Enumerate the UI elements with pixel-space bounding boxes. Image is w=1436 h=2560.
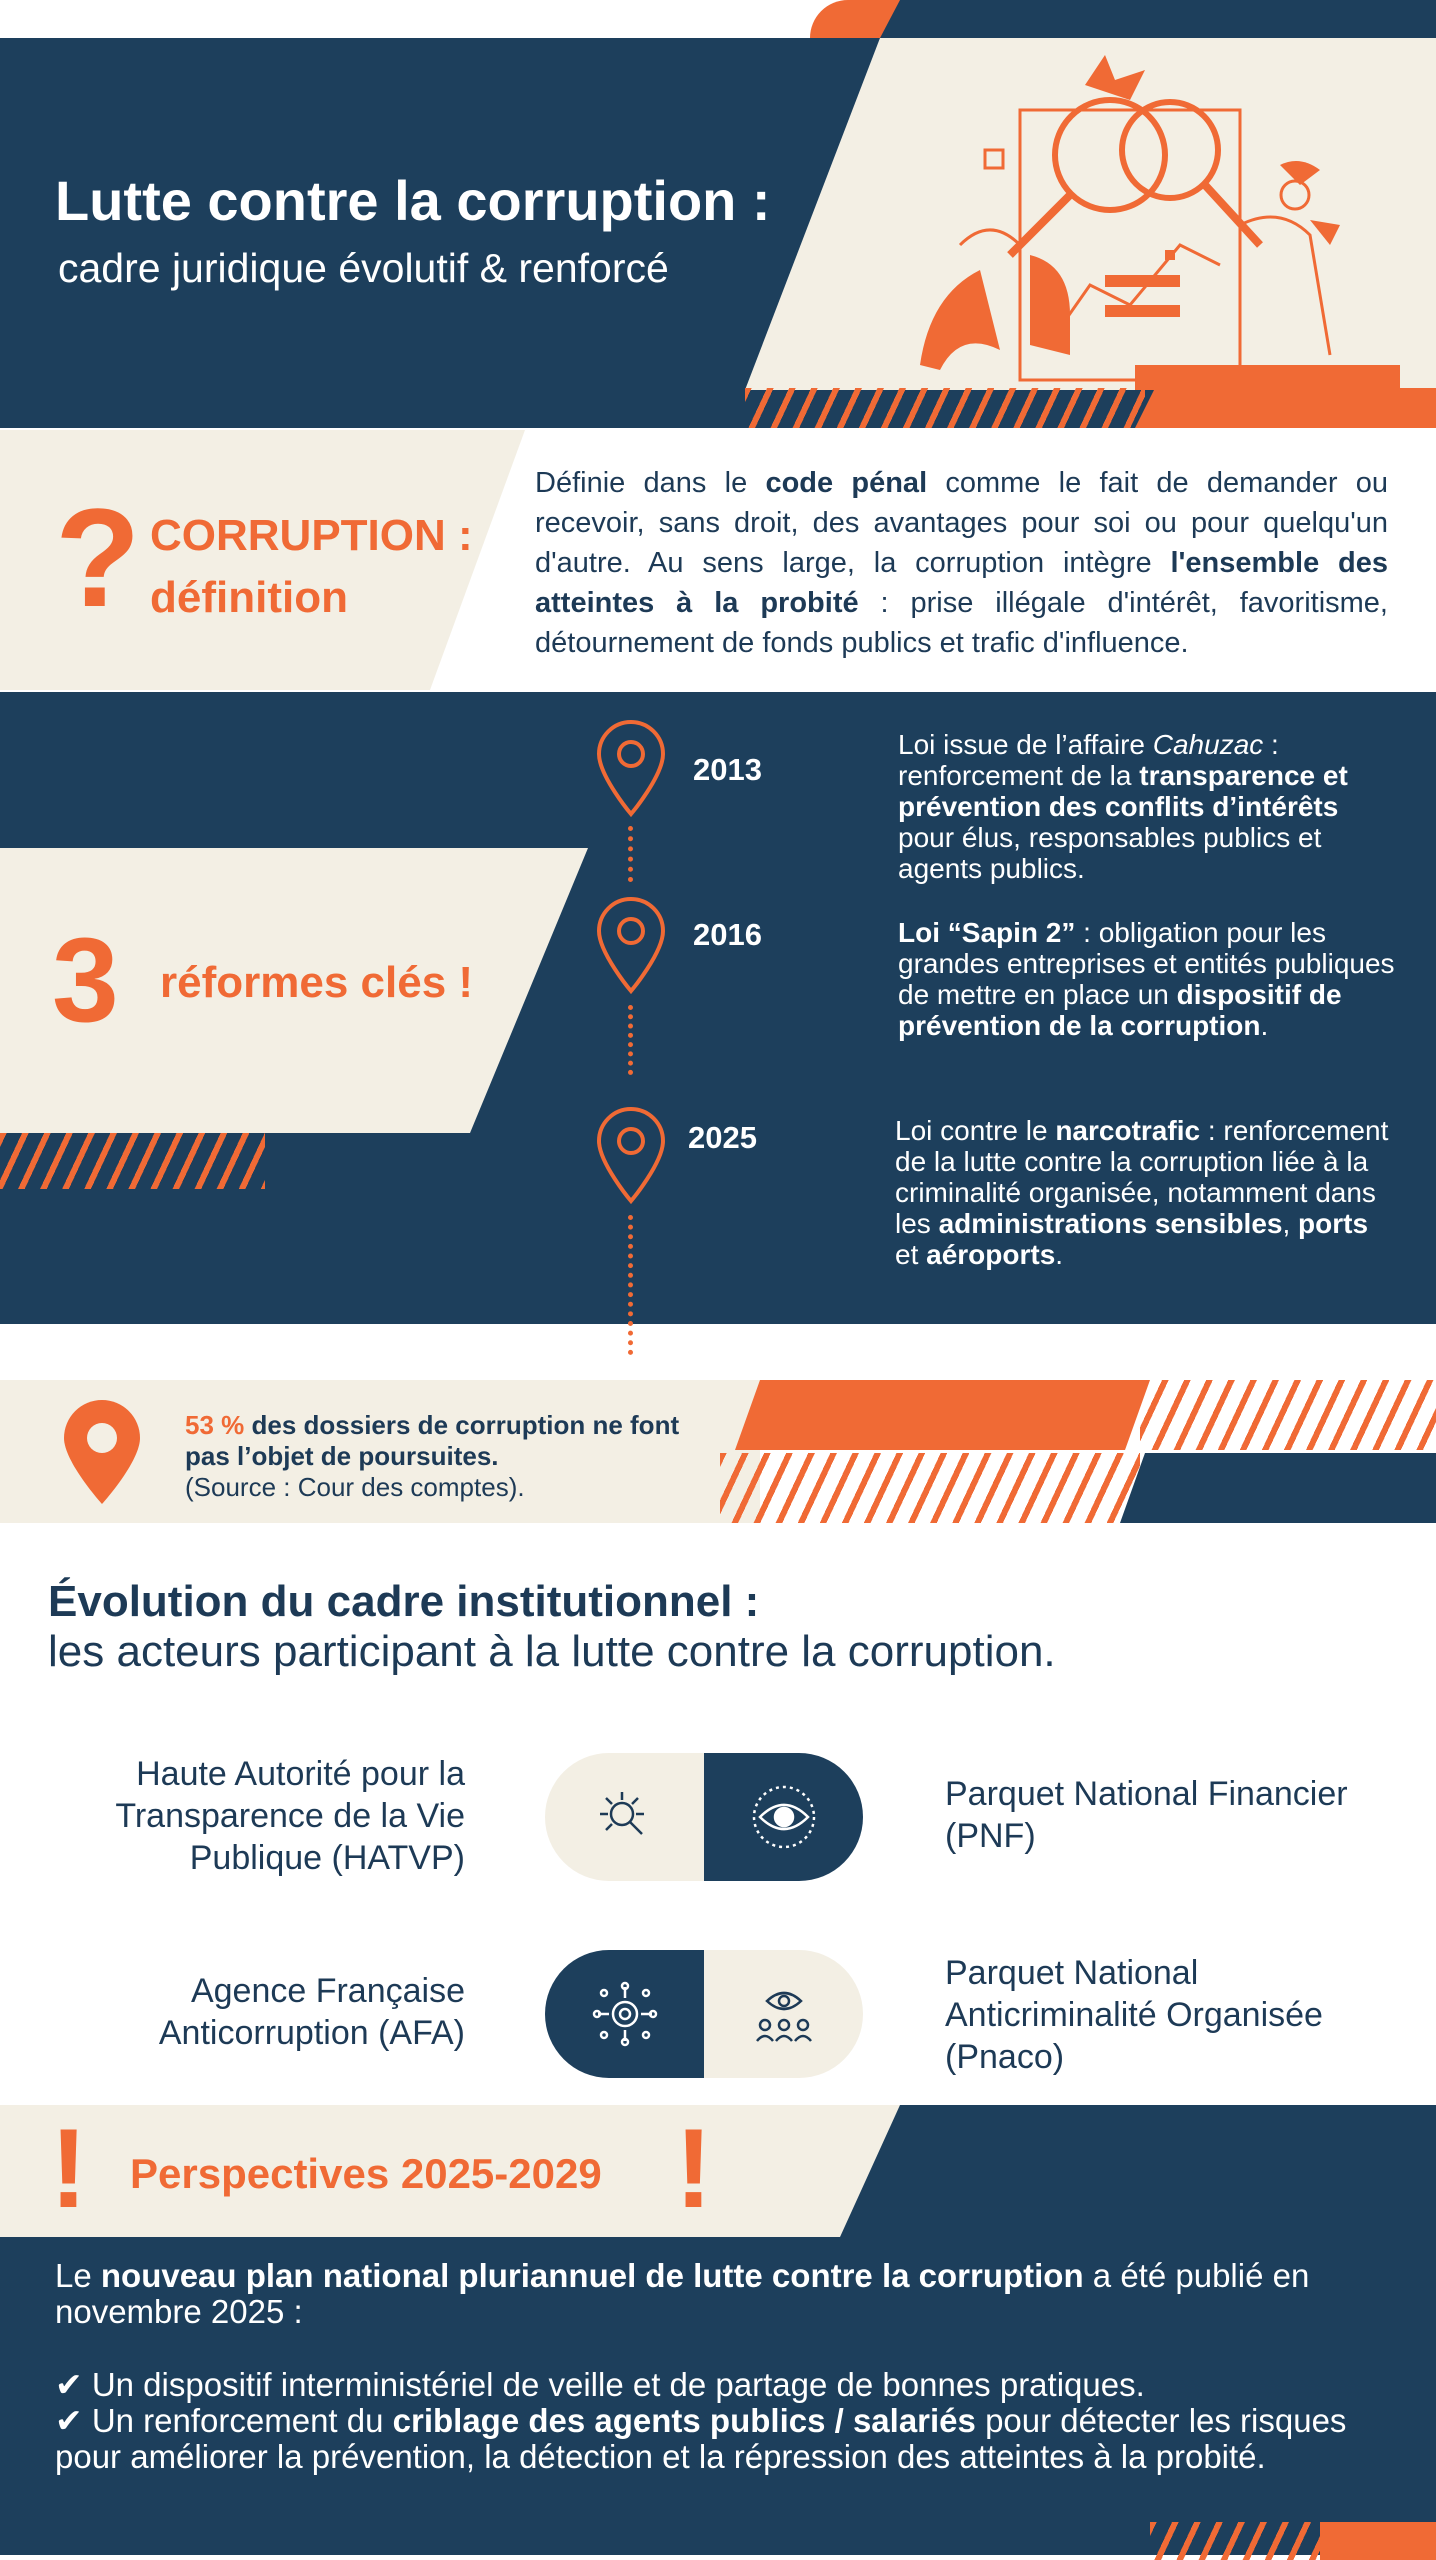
timeline-pin-2025 [595,1105,667,1205]
network-search-icon [545,1753,704,1881]
timeline-pin-2013 [595,718,667,818]
actor-pnf: Parquet National Financier (PNF) [945,1775,1348,1855]
eye-icon [704,1753,863,1881]
actor-hatvp: Haute Autorité pour la Transparence de la Vie Publique (HATVP) [115,1755,465,1877]
investigation-illustration [880,45,1400,390]
timeline-pin-2016 [595,895,667,995]
perspectives-bullet-1: ✔ Un dispositif interministériel de veille et de partage de bonnes pratiques. [55,2366,1145,2403]
definition-heading [150,505,473,629]
location-pin-icon [60,1398,144,1508]
reform-year-2025: 2025 [688,1120,757,1155]
perspectives-bullet-2: ✔ Un renforcement du criblage des agents publics / salariés pour détecter les risques pour améliorer la prévention, la détection et la répression des atteintes à la probité. [55,2402,1347,2475]
page-title: Lutte contre la corruption : [55,169,771,232]
reform-year-2016: 2016 [693,917,762,952]
actor-pnaco: Parquet National Anticriminalité Organisée (Pnaco) [945,1954,1323,2076]
exclamation-left-icon: ! [50,2106,88,2231]
actor-afa: Agence Française Anticorruption (AFA) [158,1972,465,2052]
gear-network-icon [545,1950,704,2078]
definition-heading-line2: définition [150,573,348,622]
perspectives-intro: Le nouveau plan national pluriannuel de lutte contre la corruption a été publié en novembre 2025 : [55,2257,1310,2330]
definition-heading-line1: CORRUPTION : [150,511,473,560]
reform-text-2013: Loi issue de l’affaire Cahuzac : renforcement de la transparence et prévention des conflits d’intérêts pour élus, responsables publics et agents publics. [898,729,1348,884]
reform-text-2016: Loi “Sapin 2” : obligation pour les grandes entreprises et entités publiques de mettre en place un dispositif de prévention de la corruption. [898,917,1395,1041]
question-mark-glyph: ? [55,479,141,636]
stat-text: 53 % des dossiers de corruption ne font pas l’objet de poursuites. (Source : Cour des comptes). [185,1410,680,1502]
definition-text: Définie dans le code pénal comme le fait de demander ou recevoir, sans droit, des avantages pour soi ou pour quelqu'un d'autre. Au sens large, la corruption intègre l'ensemble des atteintes à la probité : prise illégale d'intérêt, favoritisme, détournement de fonds publics et trafic d'influence. [535,467,1388,659]
eye-people-icon [704,1950,863,2078]
exclamation-right-icon: ! [675,2106,713,2231]
perspectives-title: Perspectives 2025-2029 [130,2150,602,2197]
reforms-count: 3 [52,913,119,1047]
reform-text-2025: Loi contre le narcotrafic : renforcement de la lutte contre la corruption liée à la criminalité organisée, notamment dans les administrations sensibles, ports et aéroports. [895,1115,1389,1270]
reforms-label: réformes clés ! [160,958,474,1007]
reform-year-2013: 2013 [693,752,762,787]
page-subtitle: cadre juridique évolutif & renforcé [58,245,669,291]
pill-hatvp-pnf [545,1753,863,1881]
pill-afa-pnaco [545,1950,863,2078]
institutions-title: Évolution du cadre institutionnel : les acteurs participant à la lutte contre la corruption. [48,1577,1056,1676]
